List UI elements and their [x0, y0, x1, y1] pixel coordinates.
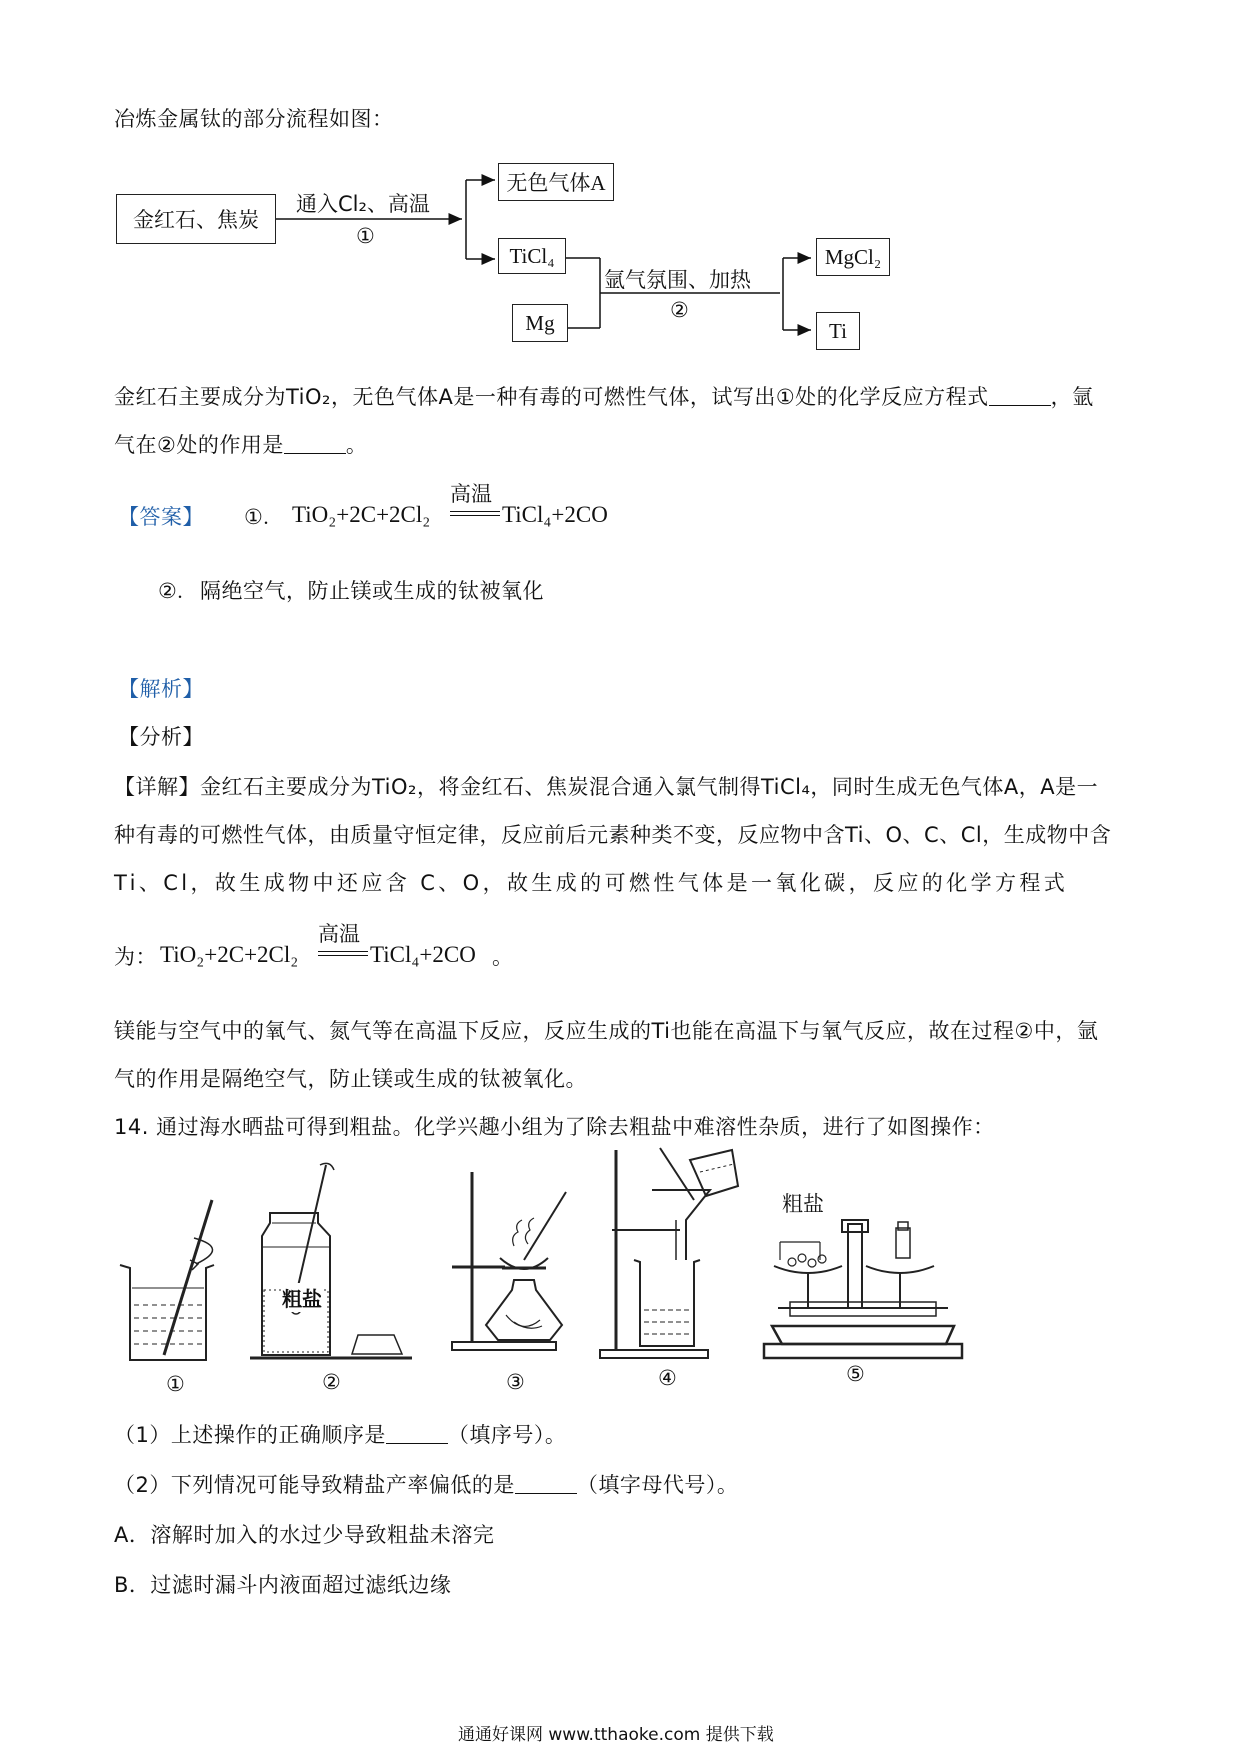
- analysis-equation-end: 。: [492, 945, 514, 969]
- answer-label: 【答案】: [118, 505, 204, 529]
- detail-line-5: 镁能与空气中的氧气、氮气等在高温下反应，反应生成的Ti也能在高温下与氧气反应，故在过程②中，氩: [114, 1019, 1099, 1043]
- jar-label-crude-salt: 粗盐: [282, 1283, 322, 1312]
- question-line-1: 金红石主要成分为TiO₂，无色气体A是一种有毒的可燃性气体，试写出①处的化学反应方程式 ，氩: [114, 385, 1094, 409]
- answer-num-1: ①.: [244, 505, 270, 529]
- box-colorless-gas-a: 无色气体A: [498, 163, 614, 201]
- fenxi-label: 【分析】: [118, 725, 204, 749]
- q14-option-b: B．过滤时漏斗内液面超过滤纸边缘: [114, 1573, 452, 1597]
- detail-line-3: Ti、Cl，故生成物中还应含 C、O，故生成的可燃性气体是一氧化碳，反应的化学方程式: [114, 871, 1069, 895]
- q14-sub-1: （1）上述操作的正确顺序是 （填序号）。: [114, 1423, 567, 1447]
- box-rutile-coke: 金红石、焦炭: [116, 194, 276, 244]
- answer-num-2: ②.: [158, 579, 184, 603]
- answer-2-text: 隔绝空气，防止镁或生成的钛被氧化: [200, 579, 544, 603]
- balance-label-crude-salt: 粗盐: [782, 1192, 824, 1216]
- fig-label-4: ④: [658, 1366, 677, 1390]
- answer-equation-right: TiCl₄+2CO: [502, 502, 608, 527]
- condition-2: 氩气氛围、加热: [604, 268, 751, 292]
- fig-label-1: ①: [166, 1372, 185, 1396]
- detail-line-4-prefix: 为：: [114, 945, 157, 969]
- analysis-equation-left: TiO₂+2C+2Cl₂: [160, 942, 299, 967]
- analysis-label: 【解析】: [118, 677, 204, 701]
- answer-equation-condition: 高温: [450, 482, 492, 506]
- detail-line-2: 种有毒的可燃性气体，由质量守恒定律，反应前后元素种类不变，反应物中含Ti、O、C、Cl，生成物中含: [114, 823, 1112, 847]
- box-ticl4: TiCl₄: [498, 238, 566, 274]
- lab-apparatus-drawing: [0, 1140, 1240, 1380]
- box-mgcl2: MgCl₂: [816, 238, 890, 276]
- q14-sub-2: （2）下列情况可能导致精盐产率偏低的是 （填字母代号）。: [114, 1473, 739, 1497]
- answer-equals-sign: [450, 511, 500, 516]
- page-footer[interactable]: 通通好课网 www.tthaoke.com 提供下载: [458, 1725, 774, 1745]
- fig-label-3: ③: [506, 1370, 525, 1394]
- answer-equation-left: TiO₂+2C+2Cl₂: [292, 502, 431, 527]
- step-1-label: ①: [356, 224, 375, 248]
- intro-text: 冶炼金属钛的部分流程如图：: [114, 107, 394, 131]
- blank-1: [989, 387, 1051, 406]
- analysis-equation-condition: 高温: [318, 922, 360, 946]
- blank-q14-2: [515, 1475, 577, 1494]
- q14-stem: 14. 通过海水晒盐可得到粗盐。化学兴趣小组为了除去粗盐中难溶性杂质，进行了如图操作：: [114, 1115, 995, 1139]
- question-line-2: 气在②处的作用是 。: [114, 433, 368, 457]
- blank-q14-1: [386, 1425, 448, 1444]
- analysis-equals-sign: [318, 951, 368, 956]
- step-2-label: ②: [670, 298, 689, 322]
- q14-option-a: A．溶解时加入的水过少导致粗盐未溶完: [114, 1523, 495, 1547]
- blank-2: [284, 435, 346, 454]
- fig-label-5: ⑤: [846, 1362, 865, 1386]
- box-ti: Ti: [816, 312, 860, 350]
- condition-1: 通入Cl₂、高温: [296, 192, 430, 216]
- flow-connectors: [0, 0, 1240, 360]
- detail-line-6: 气的作用是隔绝空气，防止镁或生成的钛被氧化。: [114, 1067, 587, 1091]
- detail-line-1: 【详解】金红石主要成分为TiO₂，将金红石、焦炭混合通入氯气制得TiCl₄，同时生成无色气体A，A是一: [114, 775, 1099, 799]
- fig-label-2: ②: [322, 1370, 341, 1394]
- box-mg: Mg: [512, 304, 568, 342]
- analysis-equation-right: TiCl₄+2CO: [370, 942, 476, 967]
